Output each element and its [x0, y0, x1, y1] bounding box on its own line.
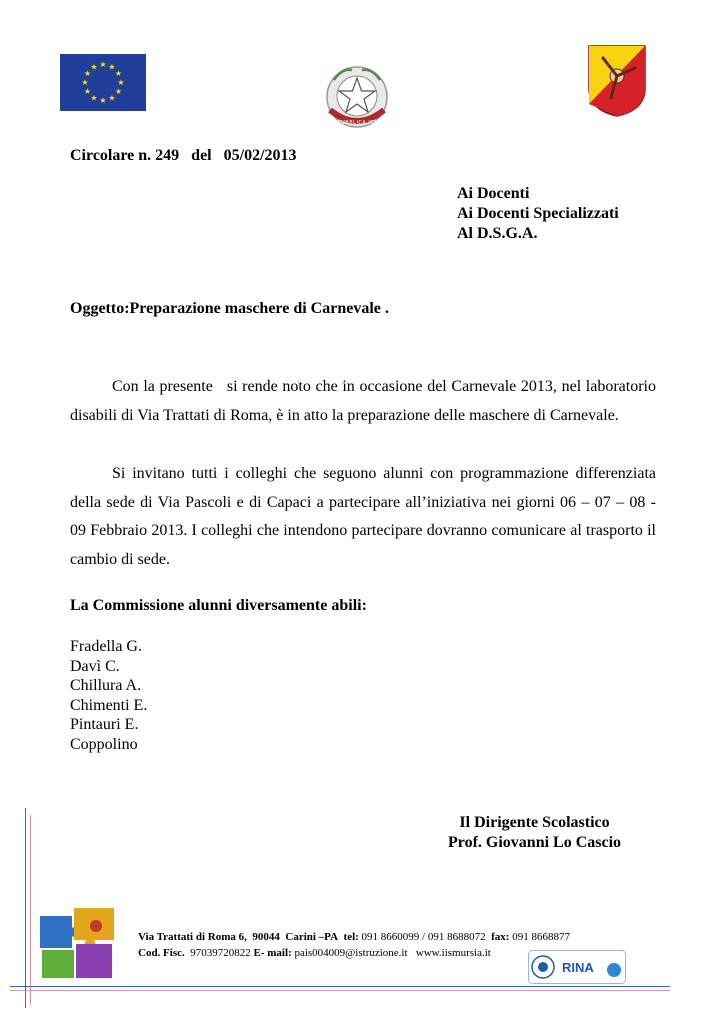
footer-website[interactable]: www.iismursia.it	[415, 947, 491, 959]
recipient-teachers: Ai Docenti	[457, 185, 530, 202]
school-puzzle-logo	[38, 906, 116, 980]
svg-text:★: ★	[114, 87, 123, 96]
bottom-rule-line	[10, 990, 670, 991]
svg-text:★: ★	[83, 87, 92, 96]
svg-text:★: ★	[108, 93, 116, 103]
list-item: Chillura A.	[70, 677, 142, 694]
svg-text:★: ★	[83, 69, 92, 78]
body-paragraph: Si invitano tutti i colleghi che seguono alunni con programmazione differenziata della sede di Via Pascoli e di Capaci a partecipare all’iniziativa nei giorni 06 – 07 – 08 - 09 Febbraio 2013. I colleghi che intendono partecipare dovranno comunicare al trasporto il cambio di sede.	[70, 465, 668, 568]
commission-members-list	[70, 637, 147, 754]
svg-text:★: ★	[99, 96, 107, 105]
recipient-specialized-teachers: Ai Docenti Specializzati	[457, 205, 619, 222]
emblem-text: REPUBBLICA ITALIANA	[330, 120, 395, 126]
left-rule-line	[30, 815, 31, 1005]
footer-codfisc: 97039720822	[190, 947, 251, 959]
signatory-role: Il Dirigente Scolastico	[459, 814, 610, 831]
footer-tel-label: tel:	[343, 931, 359, 943]
list-item: Fradella G.	[70, 638, 142, 655]
left-rule-line	[25, 808, 26, 1008]
footer-codfisc-label: Cod. Fisc.	[138, 947, 185, 959]
svg-text:★: ★	[117, 78, 125, 87]
rina-label: RINA	[562, 960, 594, 975]
footer-fax-label: fax:	[491, 931, 510, 943]
svg-text:★: ★	[114, 69, 123, 78]
footer-address-line	[138, 931, 570, 943]
bottom-rule-line	[10, 986, 670, 987]
commission-title: La Commissione alunni diversamente abili:	[70, 597, 367, 614]
signature-block	[448, 813, 621, 853]
svg-text:★: ★	[108, 62, 116, 72]
footer-tel: 091 8660099 / 091 8688072	[361, 931, 486, 943]
signatory-name: Prof. Giovanni Lo Cascio	[448, 834, 622, 851]
subject-line: Oggetto:Preparazione maschere di Carnevale .	[70, 300, 389, 317]
svg-text:★: ★	[99, 60, 107, 69]
svg-text:★: ★	[90, 62, 98, 72]
rina-certification-logo	[528, 950, 626, 984]
svg-text:★: ★	[90, 93, 98, 103]
svg-text:★: ★	[81, 78, 89, 87]
footer-fax: 091 8668877	[512, 931, 570, 943]
list-item: Pintauri E.	[70, 716, 139, 733]
list-item: Davì C.	[70, 657, 120, 675]
footer-address: Via Trattati di Roma 6, 90044 Carini –PA	[138, 931, 339, 943]
footer-contact-line	[138, 947, 491, 959]
body-paragraph: Con la presente si rende noto che in occasione del Carnevale 2013, nel laboratorio disabili di Via Trattati di Roma, è in atto la preparazione delle maschere di Carnevale.	[70, 378, 660, 424]
list-item: Chimenti E.	[70, 696, 148, 714]
recipients-block	[457, 184, 619, 244]
list-item: Coppolino	[70, 735, 138, 753]
sicily-region-shield-logo	[587, 44, 647, 118]
eu-flag-logo	[60, 54, 146, 111]
recipient-dsga: Al D.S.G.A.	[457, 225, 538, 242]
footer-email-label: E- mail:	[253, 947, 292, 959]
circular-number: Circolare n. 249 del 05/02/2013	[70, 147, 297, 164]
footer-email[interactable]: pais004009@istruzione.it	[294, 947, 408, 959]
